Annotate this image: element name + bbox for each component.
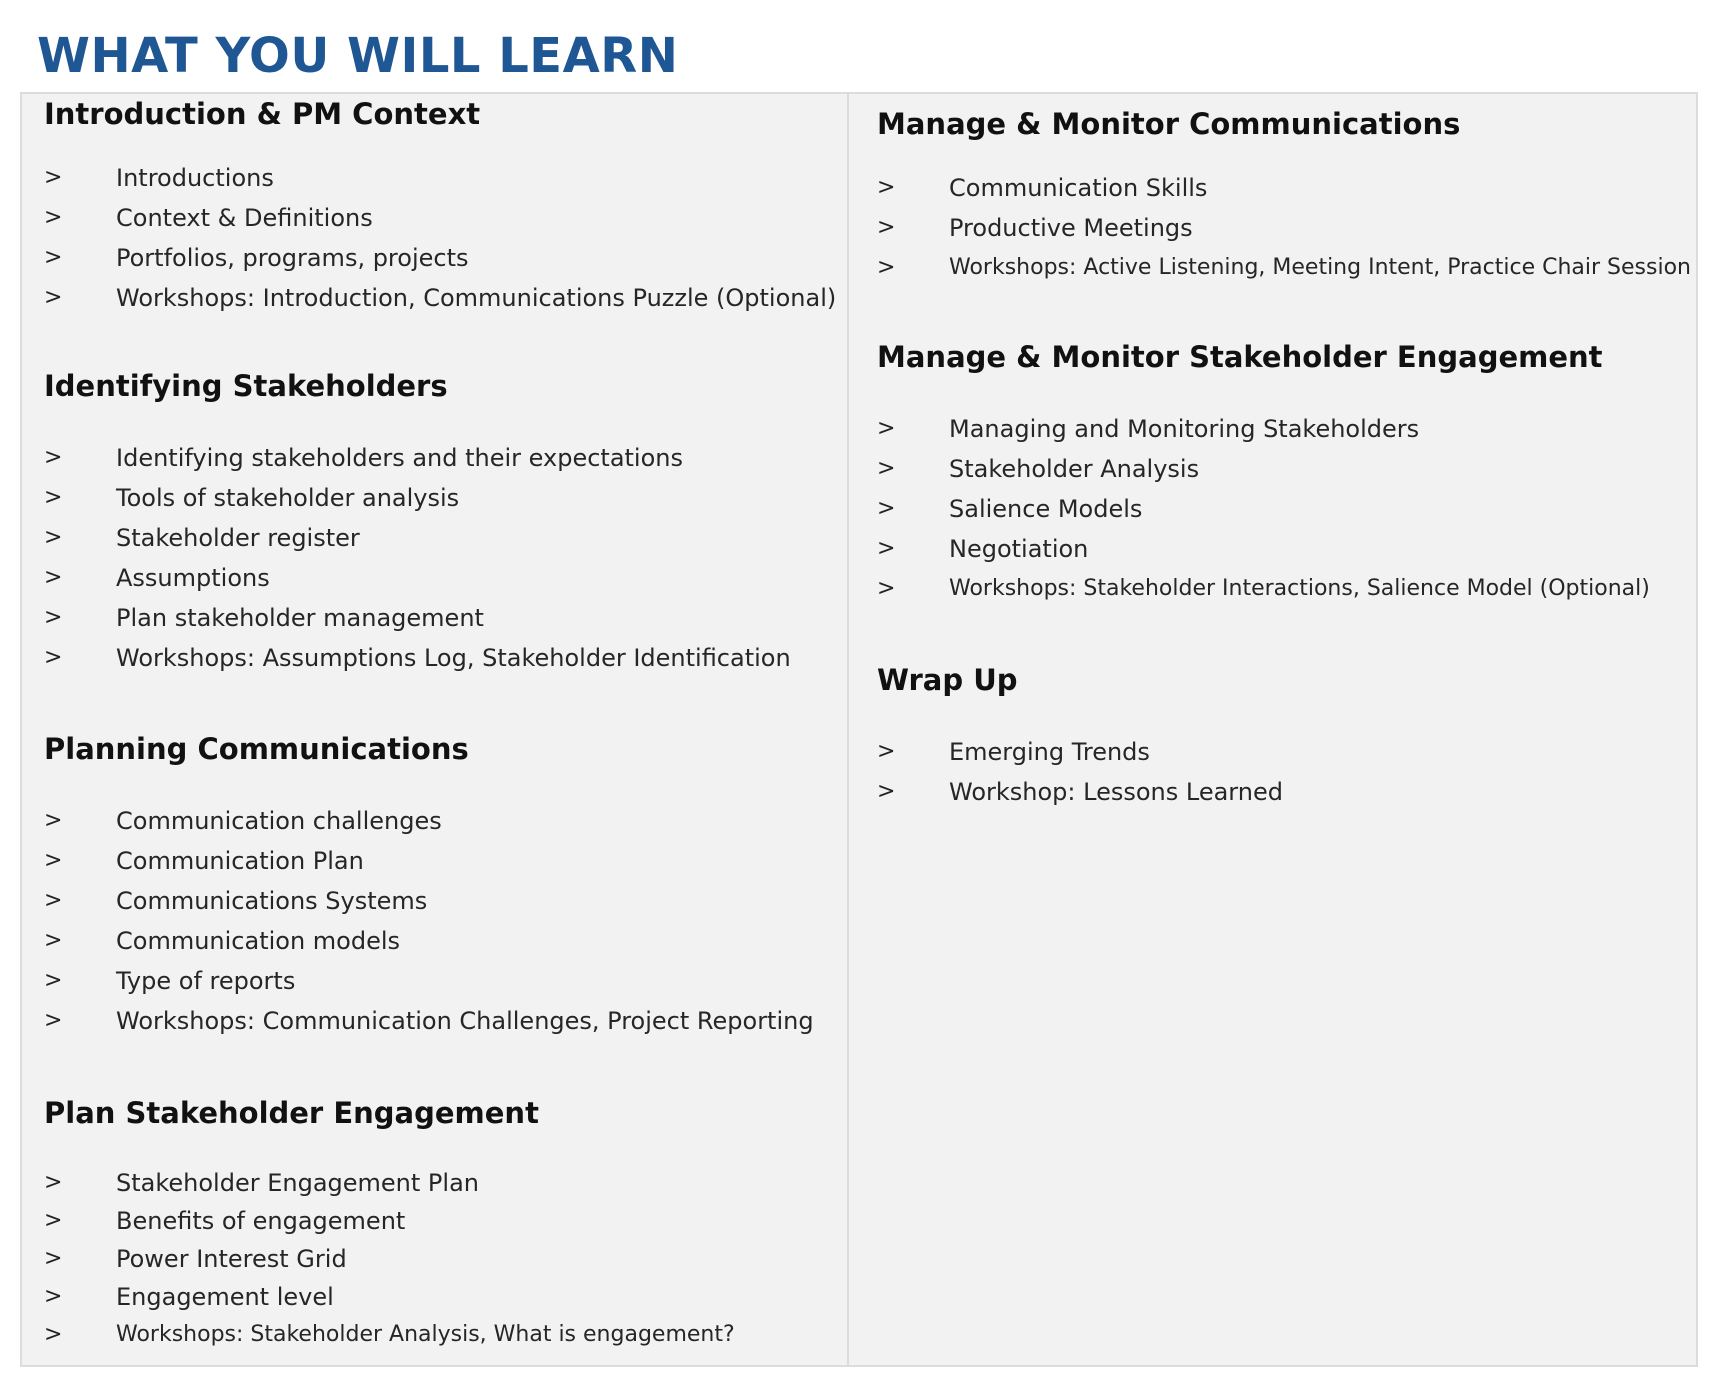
chevron-right-icon: > xyxy=(44,1008,63,1033)
chevron-right-icon: > xyxy=(877,456,896,481)
list-item-label: Communication challenges xyxy=(116,807,442,835)
section-heading: Planning Communications xyxy=(44,732,469,766)
section-heading: Introduction & PM Context xyxy=(44,97,481,131)
list-item xyxy=(44,841,469,881)
list-item xyxy=(44,278,837,318)
chevron-right-icon: > xyxy=(44,445,63,470)
section-heading: Identifying Stakeholders xyxy=(44,369,448,403)
list-item xyxy=(44,438,683,478)
list-item-label: Stakeholder register xyxy=(116,524,360,552)
course-outline-panel xyxy=(20,92,1698,1367)
list-item-label: Communication Plan xyxy=(116,847,364,875)
chevron-right-icon: > xyxy=(44,205,63,230)
list-item-label: Benefits of engagement xyxy=(116,1207,406,1235)
list-item xyxy=(44,921,469,961)
list-item xyxy=(44,238,480,278)
section-heading: Wrap Up xyxy=(877,663,1018,697)
list-item xyxy=(44,638,791,678)
section-manage-monitor-stakeholder-engagement xyxy=(877,337,1650,609)
list-item xyxy=(44,198,480,238)
list-item-label: Stakeholder Analysis xyxy=(949,455,1200,483)
list-item-label: Communications Systems xyxy=(116,887,428,915)
list-item-label: Power Interest Grid xyxy=(116,1245,347,1273)
list-item-label: Emerging Trends xyxy=(949,738,1150,766)
page-title: WHAT YOU WILL LEARN xyxy=(37,28,679,84)
chevron-right-icon: > xyxy=(44,285,63,310)
list-item xyxy=(44,961,469,1001)
chevron-right-icon: > xyxy=(877,175,896,200)
chevron-right-icon: > xyxy=(44,525,63,550)
list-item xyxy=(877,732,1150,772)
topic-list xyxy=(44,1164,735,1354)
list-item-label: Communication models xyxy=(116,927,401,955)
chevron-right-icon: > xyxy=(877,739,896,764)
topic-list xyxy=(44,801,814,1041)
chevron-right-icon: > xyxy=(44,928,63,953)
section-manage-monitor-communications xyxy=(877,104,1691,288)
chevron-right-icon: > xyxy=(877,536,896,561)
list-item-label: Workshops: Stakeholder Interactions, Salience Model (Optional) xyxy=(949,576,1650,601)
list-item xyxy=(44,1278,539,1316)
list-item xyxy=(44,1240,539,1278)
chevron-right-icon: > xyxy=(44,565,63,590)
list-item-label: Managing and Monitoring Stakeholders xyxy=(949,415,1420,443)
list-item xyxy=(44,1316,735,1354)
chevron-right-icon: > xyxy=(44,1208,63,1233)
chevron-right-icon: > xyxy=(44,645,63,670)
list-item-label: Productive Meetings xyxy=(949,214,1193,242)
list-item xyxy=(44,558,448,598)
list-item xyxy=(44,1164,539,1202)
list-item-label: Stakeholder Engagement Plan xyxy=(116,1169,479,1197)
topic-list xyxy=(44,438,791,678)
list-item-label: Portfolios, programs, projects xyxy=(116,244,469,272)
list-item-label: Salience Models xyxy=(949,495,1143,523)
list-item xyxy=(877,168,1460,208)
chevron-right-icon: > xyxy=(877,416,896,441)
list-item xyxy=(877,248,1691,288)
list-item xyxy=(44,1202,539,1240)
list-item xyxy=(44,881,469,921)
chevron-right-icon: > xyxy=(877,779,896,804)
chevron-right-icon: > xyxy=(44,485,63,510)
section-introduction-pm-context xyxy=(44,94,837,318)
list-item xyxy=(44,598,484,638)
section-planning-communications xyxy=(44,729,814,1041)
section-heading: Manage & Monitor Stakeholder Engagement xyxy=(877,340,1603,374)
list-item xyxy=(877,489,1603,529)
chevron-right-icon: > xyxy=(44,245,63,270)
list-item xyxy=(877,529,1603,569)
chevron-right-icon: > xyxy=(44,1246,63,1271)
section-wrap-up xyxy=(877,660,1283,812)
list-item-label: Workshops: Assumptions Log, Stakeholder Identification xyxy=(116,644,791,672)
list-item-label: Assumptions xyxy=(116,564,270,592)
chevron-right-icon: > xyxy=(44,1322,63,1347)
topic-list xyxy=(44,158,837,318)
topic-list xyxy=(877,168,1691,288)
list-item-label: Negotiation xyxy=(949,535,1089,563)
list-item-label: Workshops: Stakeholder Analysis, What is engagement? xyxy=(116,1322,735,1347)
chevron-right-icon: > xyxy=(877,576,896,601)
list-item xyxy=(877,208,1460,248)
list-item-label: Workshops: Active Listening, Meeting Intent, Practice Chair Session xyxy=(949,255,1691,280)
chevron-right-icon: > xyxy=(44,605,63,630)
chevron-right-icon: > xyxy=(44,165,63,190)
list-item-label: Type of reports xyxy=(116,967,296,995)
list-item-label: Introductions xyxy=(116,164,274,192)
list-item-label: Plan stakeholder management xyxy=(116,604,484,632)
list-item-label: Workshop: Lessons Learned xyxy=(949,778,1283,806)
list-item-label: Engagement level xyxy=(116,1283,334,1311)
chevron-right-icon: > xyxy=(877,496,896,521)
chevron-right-icon: > xyxy=(44,1170,63,1195)
list-item-label: Context & Definitions xyxy=(116,204,373,232)
topic-list xyxy=(877,409,1650,609)
section-heading: Manage & Monitor Communications xyxy=(877,107,1461,141)
chevron-right-icon: > xyxy=(44,1284,63,1309)
list-item xyxy=(44,518,448,558)
chevron-right-icon: > xyxy=(44,808,63,833)
list-item xyxy=(44,801,469,841)
chevron-right-icon: > xyxy=(44,888,63,913)
chevron-right-icon: > xyxy=(877,215,896,240)
list-item xyxy=(44,158,480,198)
list-item-label: Workshops: Introduction, Communications Puzzle (Optional) xyxy=(116,284,837,312)
column-divider xyxy=(847,94,849,1365)
list-item-label: Tools of stakeholder analysis xyxy=(116,484,460,512)
list-item xyxy=(44,1001,814,1041)
topic-list xyxy=(877,732,1283,812)
list-item-label: Communication Skills xyxy=(949,174,1208,202)
list-item-label: Workshops: Communication Challenges, Project Reporting xyxy=(116,1007,814,1035)
chevron-right-icon: > xyxy=(44,968,63,993)
section-plan-stakeholder-engagement xyxy=(44,1093,735,1354)
list-item xyxy=(877,772,1283,812)
list-item xyxy=(877,409,1603,449)
list-item-label: Identifying stakeholders and their expectations xyxy=(116,444,683,472)
list-item xyxy=(44,478,460,518)
list-item xyxy=(877,569,1650,609)
chevron-right-icon: > xyxy=(877,255,896,280)
section-heading: Plan Stakeholder Engagement xyxy=(44,1096,539,1130)
list-item xyxy=(877,449,1603,489)
chevron-right-icon: > xyxy=(44,848,63,873)
section-identifying-stakeholders xyxy=(44,366,791,678)
